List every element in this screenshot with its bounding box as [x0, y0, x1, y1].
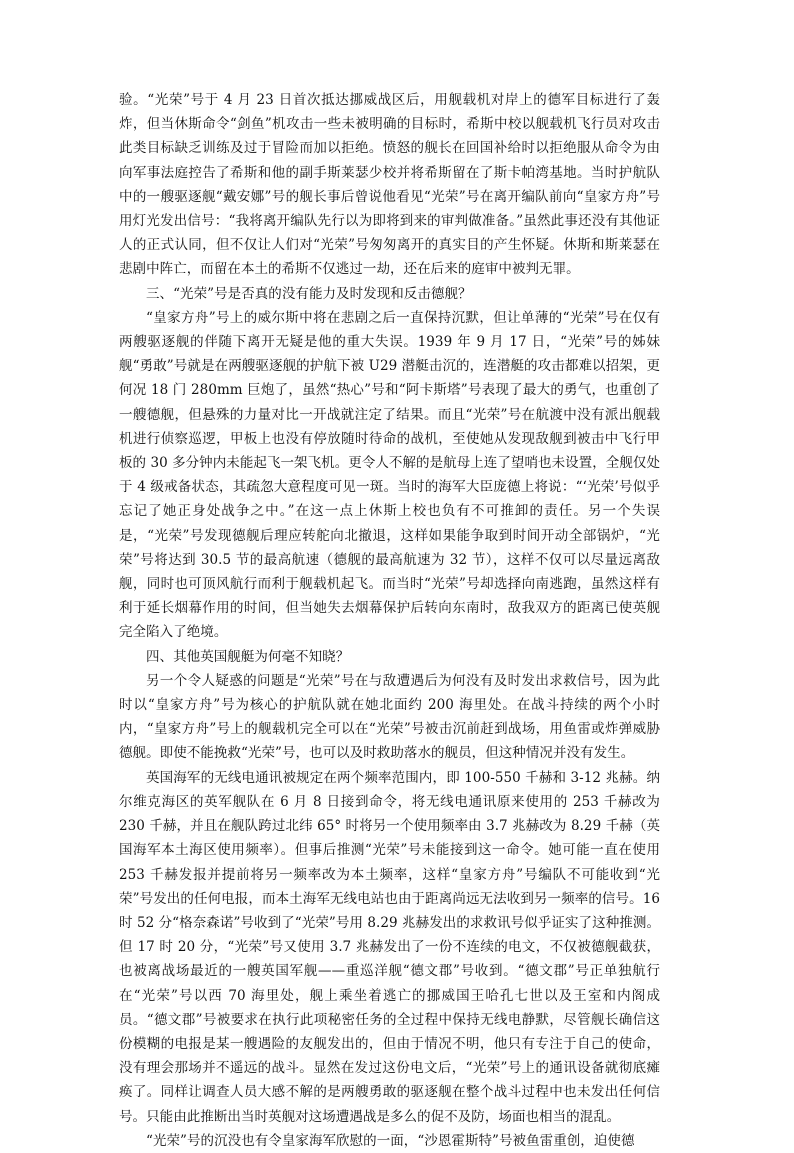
section-heading-4: 四、其他英国舰艇为何毫不知晓？ [146, 648, 350, 665]
paragraph: 英国海军的无线电通讯被规定在两个频率范围内，即 100-550 千赫和 3-12 兆赫。纳尔维克海区的英军舰队在 6 月 8 日接到命令，将无线电通讯原来使用的 253 千赫改为 230 千赫，并且在舰队跨过北纬 65° 时将另一个使用频率由 3.7 兆赫改为 8.29 千赫（英国海军本土海区使用频率）。但事后推测“光荣”号未能接到这一命令。她可能一直在使用 253 千赫发报并提前将另一频率改为本土频率，这样“皇家方舟”号编队不可能收到“光荣”号发出的任何电报，而本土海军无线电站也由于距离尚远无法收到另一频率的信号。16 时 52 分“格奈森诺”号收到了“光荣”号用 8.29 兆赫发出的求救讯号似乎证实了这种推测。但 17 时 20 分，“光荣”号又使用 3.7 兆赫发出了一份不连续的电文，不仅被德舰截获，也被离战场最近的一艘英国军舰——重巡洋舰“德文郡”号收到。“德文郡”号正单独航行在“光荣”号以西 70 海里处，舰上乘坐着逃亡的挪威国王哈孔七世以及王室和内阁成员。“德文郡”号被要求在执行此项秘密任务的全过程中保持无线电静默，尽管舰长确信这份模糊的电报是某一艘遇险的友舰发出的，但由于情况不明，他只有专注于自己的使命，没有理会那场并不遥远的战斗。显然在发过这份电文后，“光荣”号上的通讯设备就彻底瘫痪了。同样让调查人员大感不解的是两艘勇敢的驱逐舰在整个战斗过程中也未发出任何信号。只能由此推断出当时英舰对这场遭遇战是多么的促不及防，场面也相当的混乱。 [119, 769, 660, 1125]
paragraph: “皇家方舟”号上的威尔斯中将在悲剧之后一直保持沉默，但让单薄的“光荣”号在仅有两艘驱逐舰的伴随下离开无疑是他的重大失误。1939 年 9 月 17 日，“光荣”号的姊妹舰“勇敢”号就是在两艘驱逐舰的护航下被 U29 潜艇击沉的，连潜艇的攻击都难以招架，更何况 18 门 280mm 巨炮了，虽然“热心”号和“阿卡斯塔”号表现了最大的勇气，也重创了一艘德舰，但悬殊的力量对比一开战就注定了结果。而且“光荣”号在航渡中没有派出舰载机进行侦察巡逻，甲板上也没有停放随时待命的战机，至使她从发现敌舰到被击中飞行甲板的 30 多分钟内未能起飞一架飞机。更令人不解的是航母上连了望哨也未设置，全舰仅处于 4 级戒备状态，其疏忽大意程度可见一斑。当时的海军大臣庞德上将说：“‘光荣’号似乎忘记了她正身处战争之中。”在这一点上休斯上校也负有不可推卸的责任。另一个失误是，“光荣”号发现德舰后理应转舵向北撤退，这样如果能争取到时间开动全部锅炉，“光荣”号将达到 30.5 节的最高航速（德舰的最高航速为 32 节），这样不仅可以尽量远离敌舰，同时也可顶风航行而利于舰载机起飞。而当时“光荣”号却选择向南逃跑，虽然这样有利于延长烟幕作用的时间，但当她失去烟幕保护后转向东南时，敌我双方的距离已使英舰完全陷入了绝境。 [119, 309, 660, 641]
section-heading-3: 三、“光荣”号是否真的没有能力及时发现和反击德舰？ [146, 285, 472, 302]
document-page [119, 88, 660, 1153]
paragraph: “光荣”号的沉没也有令皇家海军欣慰的一面，“沙恩霍斯特”号被鱼雷重创，迫使德 [146, 1132, 635, 1149]
paragraph-continuation: 验。“光荣”号于 4 月 23 日首次抵达挪威战区后，用舰载机对岸上的德军目标进行了轰炸，但当休斯命令“剑鱼”机攻击一些未被明确的目标时，希斯中校以舰载机飞行员对攻击此类目标缺乏训练及过于冒险而加以拒绝。愤怒的舰长在回国补给时以拒绝服从命令为由向军事法庭控告了希斯和他的副手斯莱瑟少校并将希斯留在了斯卡帕湾基地。当时护航队中的一艘驱逐舰“戴安娜”号的舰长事后曾说他看见“光荣”号在离开编队前向“皇家方舟”号用灯光发出信号：“我将离开编队先行以为即将到来的审判做准备。”虽然此事还没有其他证人的正式认同，但不仅让人们对“光荣”号匆匆离开的真实目的产生怀疑。休斯和斯莱瑟在悲剧中阵亡，而留在本土的希斯不仅逃过一劫，还在后来的庭审中被判无罪。 [119, 92, 660, 278]
paragraph: 另一个令人疑惑的问题是“光荣”号在与敌遭遇后为何没有及时发出求救信号，因为此时以“皇家方舟”号为核心的护航队就在她北面约 200 海里处。在战斗持续的两个小时内，“皇家方舟”号上的舰载机完全可以在“光荣”号被击沉前赶到战场，用鱼雷或炸弹威胁德舰。即使不能挽救“光荣”号，也可以及时救助落水的舰员，但这种情况并没有发生。 [119, 672, 660, 762]
